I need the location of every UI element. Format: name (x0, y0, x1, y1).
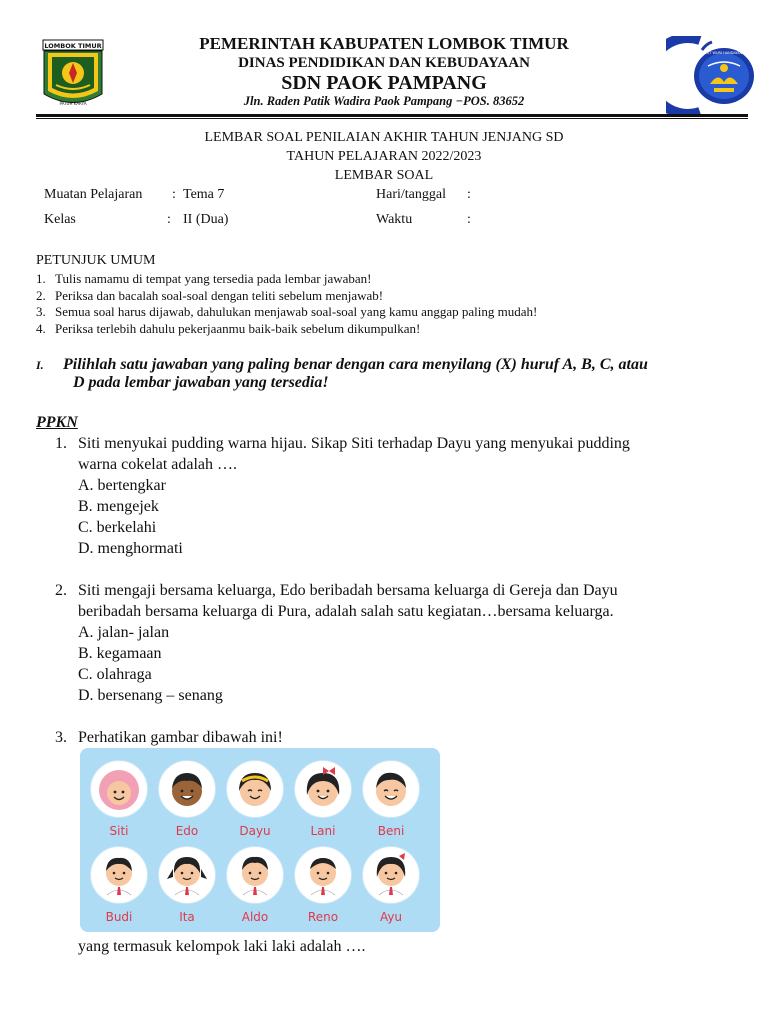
child-figure (226, 846, 284, 924)
child-figure (158, 846, 216, 924)
option-c: C. berkelahi (78, 519, 157, 536)
question-2 (55, 580, 715, 706)
section-number: I. (36, 358, 44, 372)
child-figure (294, 846, 352, 924)
header-rule-thick (36, 114, 748, 117)
logo-text-bottom: PATUH KARYA (59, 101, 87, 106)
academic-year: TAHUN PELAJARAN 2022/2023 (286, 149, 482, 164)
subject-colon: : (172, 187, 176, 202)
subject-heading: PPKN (36, 414, 78, 431)
question-number: 2. (55, 582, 67, 599)
child-name: Ayu (379, 910, 403, 924)
instructions-heading: PETUNJUK UMUM (36, 253, 156, 268)
boy-uniform-face-icon (227, 847, 283, 903)
girl-uniform-face-icon (363, 847, 419, 903)
child-name: Aldo (241, 910, 269, 924)
child-name: Edo (175, 824, 199, 838)
question-1 (55, 433, 715, 559)
section-instruction (36, 356, 648, 392)
question-text: Siti menyukai pudding warna hijau. Sikap Siti terhadap Dayu yang menyukai pudding (78, 435, 630, 452)
child-figure (362, 846, 420, 924)
question-text-cont: warna cokelat adalah …. (78, 456, 238, 473)
option-a: A. jalan- jalan (78, 624, 170, 641)
header-government: PEMERINTAH KABUPATEN LOMBOK TIMUR (199, 34, 569, 53)
option-d: D. menghormati (78, 540, 183, 557)
instructions-list (36, 271, 537, 337)
time-label: Waktu (376, 212, 413, 227)
children-picture (80, 748, 440, 932)
instruction-item: 3. Semua soal harus dijawab, dahulukan menjawab soal-soal yang kamu anggap paling mudah! (36, 304, 538, 319)
boy-face-icon (363, 761, 419, 817)
question-text-cont: beribadah bersama keluarga di Pura, adalah salah satu kegiatan…bersama keluarga. (78, 603, 614, 620)
question-number: 1. (55, 435, 67, 452)
instruction-item: 2. Periksa dan bacalah soal-soal dengan teliti sebelum menjawab! (36, 287, 384, 303)
child-figure (294, 760, 352, 838)
time-colon: : (467, 212, 471, 227)
child-name: Budi (105, 910, 133, 924)
boy-uniform-face-icon (295, 847, 351, 903)
child-figure (90, 760, 148, 838)
header-address: Jln. Raden Patik Wadira Paok Pampang −POS. 83652 (243, 94, 525, 108)
day-colon: : (467, 187, 471, 202)
child-figure (158, 760, 216, 838)
child-name: Dayu (239, 824, 271, 838)
class-label: Kelas (44, 212, 76, 227)
section-line-1: Pilihlah satu jawaban yang paling benar dengan cara menyilang (X) huruf A, B, C, atau (63, 356, 648, 373)
class-value: II (Dua) (183, 212, 229, 227)
question-3-followup: yang termasuk kelompok laki laki adalah …. (78, 938, 366, 955)
right-logo-text: TUT WURI HANDAYANI (704, 51, 744, 55)
child-figure (362, 760, 420, 838)
header-school-name: SDN PAOK PAMPANG (281, 72, 487, 94)
option-d: D. bersenang – senang (78, 687, 223, 704)
instruction-item: 1. Tulis namamu di tempat yang tersedia pada lembar jawaban! (36, 271, 372, 286)
girl-hijab-face-icon (91, 761, 147, 817)
girl-bow-face-icon (295, 761, 351, 817)
option-c: C. olahraga (78, 666, 152, 683)
question-text: Perhatikan gambar dibawah ini! (78, 729, 283, 746)
lombok-timur-logo (42, 39, 104, 111)
boy-uniform-face-icon (91, 847, 147, 903)
girl-pigtails-face-icon (159, 847, 215, 903)
child-name: Siti (109, 824, 129, 838)
instruction-item: 4. Periksa terlebih dahulu pekerjaanmu baik-baik sebelum dikumpulkan! (36, 320, 421, 336)
boy-face-icon (159, 761, 215, 817)
option-b: B. mengejek (78, 498, 159, 515)
girl-headband-face-icon (227, 761, 283, 817)
day-label: Hari/tanggal (376, 187, 446, 202)
class-colon: : (167, 212, 171, 227)
question-text: Siti mengaji bersama keluarga, Edo beribadah bersama keluarga di Gereja dan Dayu (78, 582, 618, 599)
logo-text-top: LOMBOK TIMUR (44, 42, 102, 50)
child-name: Reno (307, 910, 339, 924)
question-number: 3. (55, 729, 67, 746)
child-figure (90, 846, 148, 924)
child-name: Beni (377, 824, 405, 838)
question-3 (55, 727, 715, 748)
child-name: Ita (179, 910, 195, 924)
header-department: DINAS PENDIDIKAN DAN KEBUDAYAAN (238, 55, 530, 71)
sheet-title: LEMBAR SOAL (334, 168, 434, 183)
tut-wuri-handayani-logo (666, 36, 756, 116)
option-a: A. bertengkar (78, 477, 166, 494)
subject-label: Muatan Pelajaran (44, 187, 143, 202)
exam-title: LEMBAR SOAL PENILAIAN AKHIR TAHUN JENJANG SD (204, 130, 564, 145)
child-name: Lani (310, 824, 336, 838)
subject-value: Tema 7 (183, 187, 225, 202)
section-line-2: D pada lembar jawaban yang tersedia! (73, 374, 329, 391)
header-rule-thin (36, 118, 748, 119)
child-figure (226, 760, 284, 838)
option-b: B. kegamaan (78, 645, 162, 662)
